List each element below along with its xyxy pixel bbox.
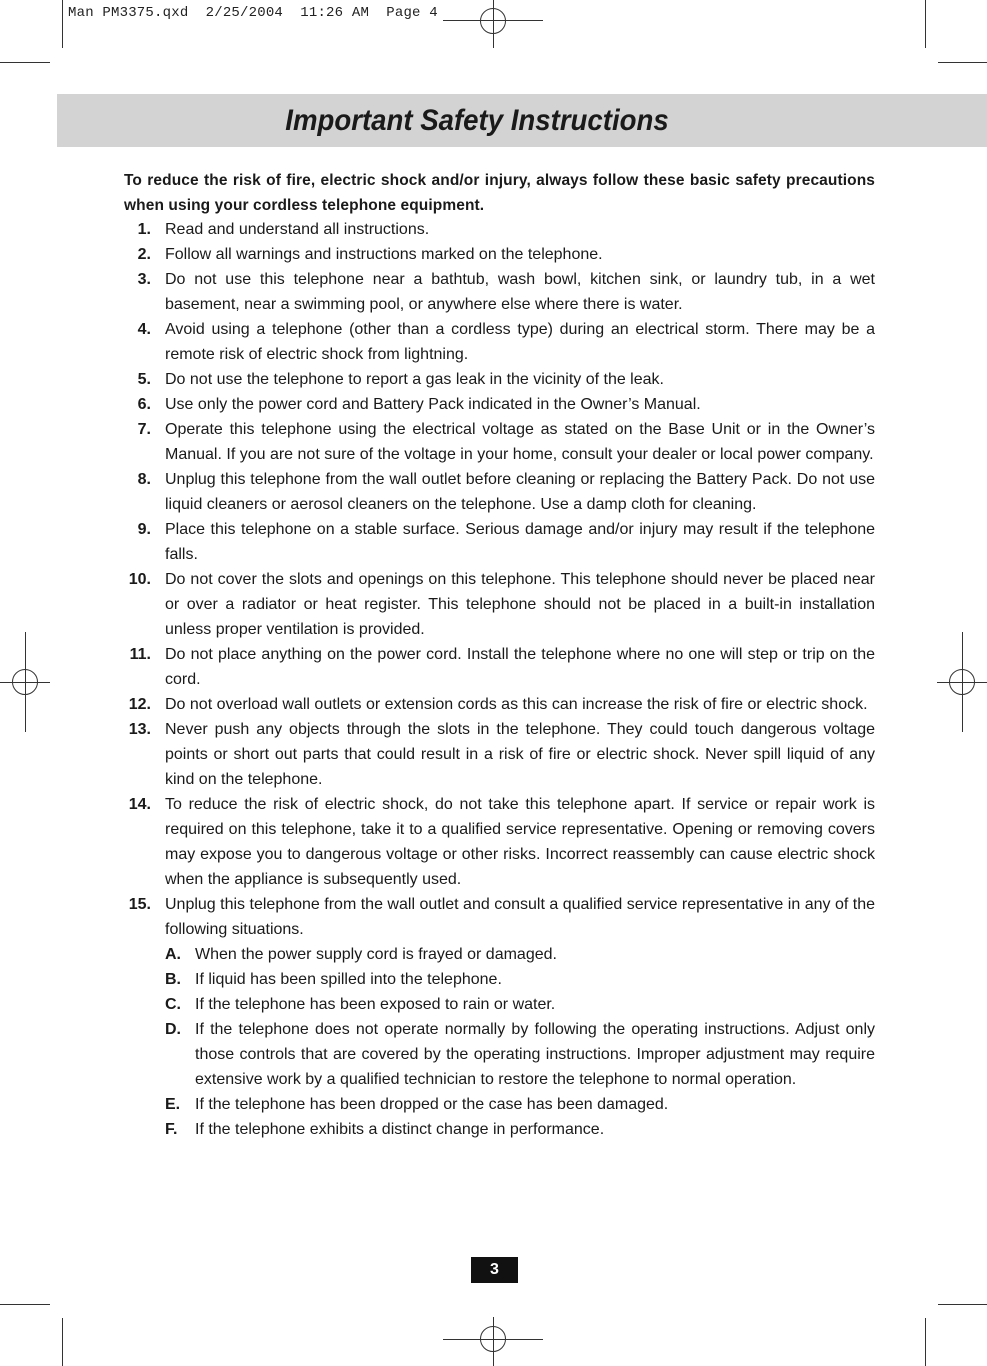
- item-number: 9.: [137, 521, 151, 538]
- item-text: Follow all warnings and instructions marked on the telephone.: [165, 246, 603, 263]
- sub-item-text: When the power supply cord is frayed or damaged.: [195, 946, 557, 963]
- sub-item-letter: C.: [165, 996, 181, 1013]
- item-text: Never push any objects through the slots in the telephone. They could touch dangerous voltage points or short out parts that could result in a risk of fire or electric shock. Never spill liquid of any kind on the telephone.: [165, 721, 875, 788]
- item-number: 15.: [128, 896, 151, 913]
- sub-list-item: [120, 992, 875, 1017]
- list-item: [120, 217, 875, 242]
- sub-list-item: [120, 1117, 875, 1142]
- sub-item-text: If the telephone has been dropped or the case has been damaged.: [195, 1096, 669, 1113]
- item-number: 3.: [137, 271, 151, 288]
- item-number: 5.: [137, 371, 151, 388]
- list-item: [120, 792, 875, 892]
- item-text: Operate this telephone using the electrical voltage as stated on the Base Unit or in the Owner’s Manual. If you are not sure of the voltage in your home, consult your dealer or local power company.: [165, 421, 875, 463]
- item-number: 13.: [128, 721, 151, 738]
- sub-item-text: If liquid has been spilled into the telephone.: [195, 971, 502, 988]
- list-item: [120, 892, 875, 942]
- list-item: [120, 692, 875, 717]
- item-number: 2.: [137, 246, 151, 263]
- sub-item-letter: A.: [165, 946, 181, 963]
- sub-list-item: [120, 942, 875, 967]
- item-number: 7.: [137, 421, 151, 438]
- safety-instructions-list: [120, 217, 875, 1142]
- list-item: [120, 317, 875, 367]
- item-text: Do not cover the slots and openings on this telephone. This telephone should never be placed near or over a radiator or heat register. This telephone should not be placed in a built-in installation unless proper ventilation is provided.: [165, 571, 875, 638]
- list-item: [120, 717, 875, 792]
- item-number: 4.: [137, 321, 151, 338]
- item-text: Do not overload wall outlets or extension cords as this can increase the risk of fire or electric shock.: [165, 696, 868, 713]
- sub-item-text: If the telephone has been exposed to rain or water.: [195, 996, 556, 1013]
- sub-list-item: [120, 1017, 875, 1092]
- list-item: [120, 642, 875, 692]
- sub-item-letter: D.: [165, 1021, 181, 1038]
- sub-item-text: If the telephone does not operate normally by following the operating instructions. Adjust only those controls that are covered by the operating instructions. Improper adjustment may require extensive work by a qualified technician to restore the telephone to normal operation.: [195, 1021, 875, 1088]
- list-item: [120, 392, 875, 417]
- sub-list-item: [120, 967, 875, 992]
- item-text: Do not use the telephone to report a gas leak in the vicinity of the leak.: [165, 371, 664, 388]
- item-text: Read and understand all instructions.: [165, 221, 430, 238]
- print-slug: Man PM3375.qxd 2/25/2004 11:26 AM Page 4: [68, 5, 438, 21]
- item-text: To reduce the risk of electric shock, do not take this telephone apart. If service or repair work is required on this telephone, take it to a qualified service representative. Opening or removing covers may expose you to dangerous voltage or other risks. Incorrect reassembly can cause electric shock when the appliance is subsequently used.: [165, 796, 875, 888]
- page-title: Important Safety Instructions: [285, 104, 669, 137]
- item-number: 8.: [137, 471, 151, 488]
- sub-item-letter: F.: [165, 1121, 178, 1138]
- item-text: Do not use this telephone near a bathtub, wash bowl, kitchen sink, or laundry tub, in a wet basement, near a swimming pool, or anywhere else where there is water.: [165, 271, 875, 313]
- list-item: [120, 242, 875, 267]
- list-item: [120, 267, 875, 317]
- item-number: 1.: [137, 221, 151, 238]
- item-number: 11.: [129, 646, 151, 663]
- item-text: Do not place anything on the power cord. Install the telephone where no one will step or trip on the cord.: [165, 646, 875, 688]
- page-number: 3: [471, 1257, 518, 1283]
- list-item: [120, 417, 875, 467]
- sub-item-letter: E.: [165, 1096, 181, 1113]
- item-number: 10.: [128, 571, 151, 588]
- item-text: Place this telephone on a stable surface. Serious damage and/or injury may result if the telephone falls.: [165, 521, 875, 563]
- item-text: Unplug this telephone from the wall outlet and consult a qualified service representative in any of the following situations.: [165, 896, 875, 938]
- list-item: [120, 567, 875, 642]
- item-text: Use only the power cord and Battery Pack indicated in the Owner’s Manual.: [165, 396, 701, 413]
- sub-list-item: [120, 1092, 875, 1117]
- item-number: 6.: [137, 396, 151, 413]
- sub-item-letter: B.: [165, 971, 181, 988]
- item-number: 14.: [128, 796, 151, 813]
- item-number: 12.: [128, 696, 151, 713]
- list-item: [120, 367, 875, 392]
- sub-item-text: If the telephone exhibits a distinct change in performance.: [195, 1121, 605, 1138]
- intro-paragraph: To reduce the risk of fire, electric shock and/or injury, always follow these basic safety precautions when using your cordless telephone equipment.: [124, 172, 875, 214]
- item-text: Avoid using a telephone (other than a cordless type) during an electrical storm. There may be a remote risk of electric shock from lightning.: [165, 321, 875, 363]
- list-item: [120, 517, 875, 567]
- item-text: Unplug this telephone from the wall outlet before cleaning or replacing the Battery Pack. Do not use liquid cleaners or aerosol cleaners on the telephone. Use a damp cloth for cleaning.: [165, 471, 875, 513]
- list-item: [120, 467, 875, 517]
